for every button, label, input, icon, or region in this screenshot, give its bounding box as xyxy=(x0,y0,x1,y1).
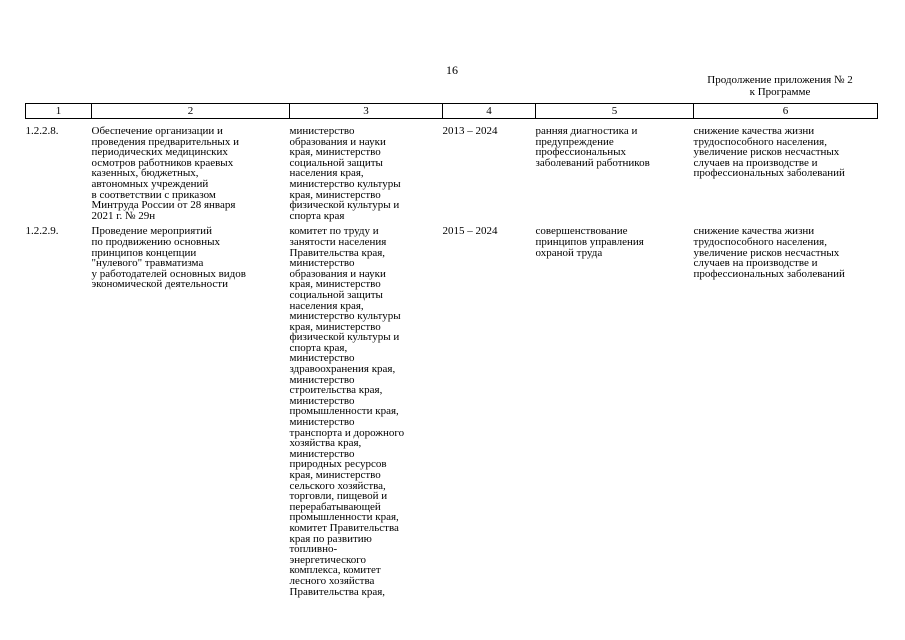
text-line: министерство культуры xyxy=(289,177,401,190)
text-line: охраной труда xyxy=(535,246,603,259)
result-cell xyxy=(536,221,694,597)
text-line: министерство xyxy=(289,125,355,137)
text-line: трудоспособного населения, xyxy=(693,235,827,248)
text-line: сельского хозяйства, xyxy=(289,479,386,492)
text-line: министерство xyxy=(289,447,355,460)
text-line: принципов управления xyxy=(535,235,644,248)
text-line: физической культуры и xyxy=(289,199,400,212)
text-line: проведения предварительных и xyxy=(91,135,239,148)
text-line: заболеваний работников xyxy=(535,156,650,169)
text-line: края по развитию xyxy=(289,532,372,545)
executor-cell xyxy=(290,119,443,222)
row-number: 1.2.2.8. xyxy=(25,125,59,137)
text-line: строительства края, xyxy=(289,384,383,397)
header-cell-1: 1 xyxy=(26,104,92,119)
header-row xyxy=(26,104,878,119)
program-table xyxy=(25,103,878,597)
text-line: населения края, xyxy=(289,299,364,312)
text-line: комитет по труду и xyxy=(289,225,379,238)
appendix-line-1: Продолжение приложения № 2 xyxy=(707,74,853,86)
header-cell-6: 6 xyxy=(694,104,878,119)
text-line: совершенствование xyxy=(535,225,628,238)
text-line: социальной защиты xyxy=(289,288,383,301)
text-line: профессиональных заболеваний xyxy=(693,167,845,180)
text-line: "нулевого" травматизма xyxy=(91,257,204,270)
appendix-line-2: к Программе xyxy=(749,86,811,98)
text-line: промышленности края, xyxy=(289,511,399,524)
executor-cell xyxy=(290,221,443,597)
text-line: министерство xyxy=(289,373,355,386)
consequence-cell xyxy=(694,119,878,222)
text-line: министерство xyxy=(289,257,355,270)
text-line: энергетического xyxy=(289,553,367,566)
consequence-cell xyxy=(694,221,878,597)
text-line: предупреждение xyxy=(535,135,614,148)
event-cell xyxy=(92,221,290,597)
text-line: занятости населения xyxy=(289,235,387,248)
text-line: министерство xyxy=(289,352,355,365)
text-line: в соответствии с приказом xyxy=(91,188,216,201)
text-line: 2021 г. № 29н xyxy=(91,209,156,222)
text-line: края, министерство xyxy=(289,188,381,201)
text-line: Обеспечение организации и xyxy=(91,125,223,137)
text-line: края, министерство xyxy=(289,278,381,291)
table-row xyxy=(26,221,878,597)
text-line: случаев на производстве и xyxy=(693,257,818,270)
text-line: Правительства края, xyxy=(289,246,386,259)
text-line: Минтруда России от 28 января xyxy=(91,199,236,212)
header-cell-2: 2 xyxy=(92,104,290,119)
text-line: образования и науки xyxy=(289,135,386,148)
period-cell: 2015 – 2024 xyxy=(442,225,498,238)
page-number: 16 xyxy=(446,63,458,77)
event-cell xyxy=(92,119,290,222)
text-line: увеличение рисков несчастных xyxy=(693,246,840,259)
text-line: профессиональных xyxy=(535,146,626,159)
text-line: увеличение рисков несчастных xyxy=(693,146,840,159)
text-line: природных ресурсов xyxy=(289,458,387,471)
text-line: министерство xyxy=(289,394,355,407)
text-line: автономных учреждений xyxy=(91,177,209,190)
text-line: снижение качества жизни xyxy=(693,125,815,137)
text-line: перерабатывающей xyxy=(289,500,381,513)
period-cell: 2013 – 2024 xyxy=(442,125,498,137)
header-cell-4: 4 xyxy=(443,104,536,119)
text-line: края, министерство xyxy=(289,146,381,159)
text-line: принципов концепции xyxy=(91,246,197,259)
text-line: спорта края xyxy=(289,209,345,222)
text-line: экономической деятельности xyxy=(91,278,228,291)
text-line: Проведение мероприятий xyxy=(91,225,212,238)
text-line: трудоспособного населения, xyxy=(693,135,827,148)
text-line: случаев на производстве и xyxy=(693,156,818,169)
text-line: хозяйства края, xyxy=(289,437,362,450)
text-line: края, министерство xyxy=(289,320,381,333)
text-line: по продвижению основных xyxy=(91,235,220,248)
text-line: образования и науки xyxy=(289,267,386,280)
text-line: лесного хозяйства xyxy=(289,574,375,587)
text-line: транспорта и дорожного xyxy=(289,426,405,439)
text-line: осмотров работников краевых xyxy=(91,156,234,169)
text-line: края, министерство xyxy=(289,469,381,481)
text-line: физической культуры и xyxy=(289,331,400,344)
result-cell xyxy=(536,119,694,222)
text-line: социальной защиты xyxy=(289,156,383,169)
text-line: Правительства края, xyxy=(289,585,386,598)
text-line: министерство xyxy=(289,416,355,429)
text-line: промышленности края, xyxy=(289,405,399,418)
text-line: у работодателей основных видов xyxy=(91,267,246,280)
row-number: 1.2.2.9. xyxy=(25,225,59,238)
table-row xyxy=(26,119,878,222)
text-line: торговли, пищевой и xyxy=(289,490,388,503)
text-line: казенных, бюджетных, xyxy=(91,167,199,180)
text-line: топливно- xyxy=(289,543,338,556)
text-line: министерство культуры xyxy=(289,310,401,323)
appendix-caption xyxy=(690,74,870,98)
text-line: спорта края, xyxy=(289,341,348,354)
text-line: комплекса, комитет xyxy=(289,564,381,577)
text-line: периодических медицинских xyxy=(91,146,228,159)
text-line: здравоохранения края, xyxy=(289,363,396,376)
header-cell-5: 5 xyxy=(536,104,694,119)
header-cell-3: 3 xyxy=(290,104,443,119)
text-line: комитет Правительства xyxy=(289,521,399,534)
text-line: снижение качества жизни xyxy=(693,225,815,238)
text-line: профессиональных заболеваний xyxy=(693,267,845,280)
text-line: населения края, xyxy=(289,167,364,180)
text-line: ранняя диагностика и xyxy=(535,125,638,137)
